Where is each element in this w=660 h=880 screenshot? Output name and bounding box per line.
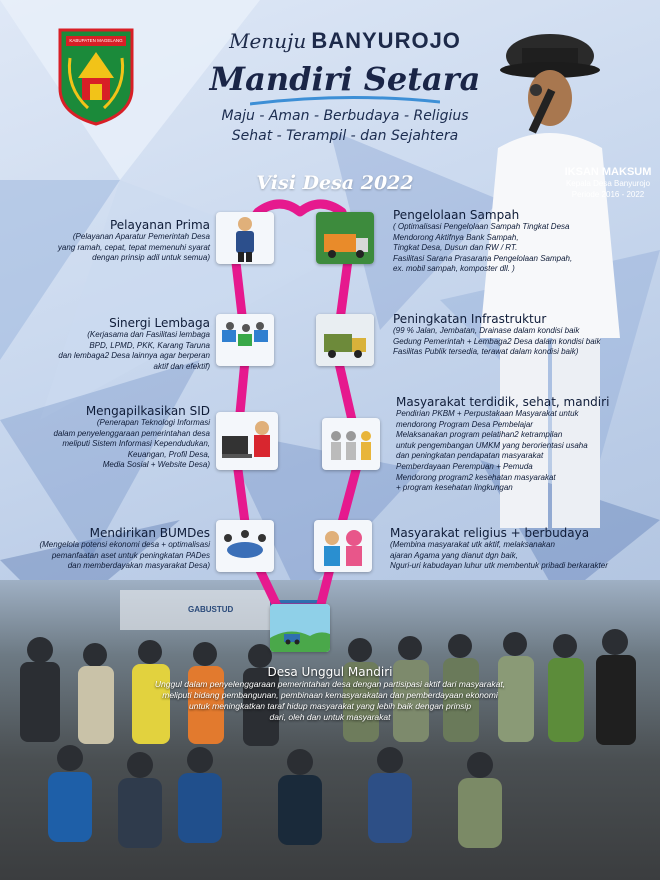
- item-pelayanan-line: yang ramah, cepat, tepat memenuhi syarat: [57, 242, 210, 252]
- item-religius-title: Masyarakat religius + berbudaya: [390, 526, 590, 540]
- item-sid: [20, 404, 210, 471]
- item-terdidik: [396, 395, 626, 494]
- item-bumdes-title: Mendirikan BUMDes: [89, 526, 210, 540]
- religious-children-icon: [314, 520, 372, 572]
- construction-truck-icon: [316, 314, 374, 366]
- tagline-1: Maju - Aman - Berbudaya - Religius: [221, 108, 469, 124]
- item-terdidik-title: Masyarakat terdidik, sehat, mandiri: [396, 395, 610, 409]
- item-sid-line: (Penerapan Teknologi Informasi: [96, 418, 210, 427]
- item-pelayanan-line: dengan prinsip adil untuk semua): [92, 253, 210, 263]
- puzzle-teamwork-icon: [216, 314, 274, 366]
- item-unggul-line: Unggul dalam penyelenggaraan pemerintahan desa dengan partisipasi aktif dari masyarakat,: [154, 679, 506, 689]
- item-religius-line: ajaran Agama yang dianut dgn baik,: [390, 550, 518, 560]
- item-terdidik-line: dan peningkatan pendapatan masyarakat: [396, 451, 544, 461]
- header-banyurojo: BANYUROJO: [311, 28, 461, 53]
- thumb-sid: [216, 412, 278, 470]
- item-sampah: [393, 208, 633, 275]
- village-head-period: Periode 2016 - 2022: [571, 190, 645, 199]
- village-head-role: Kepala Desa Banyurojo: [565, 179, 651, 188]
- service-officer-icon: [216, 212, 274, 264]
- item-sid-title: Mengapilkasikan SID: [85, 404, 210, 418]
- thumb-pelayanan: [216, 212, 274, 264]
- item-sid-line: Keuangan, Profil Desa,: [127, 449, 210, 459]
- item-sampah-line: Fasilitasi Sarana Prasarana Pengelolaan Sampah,: [393, 253, 573, 263]
- thumb-sinergi: [216, 314, 274, 366]
- item-sinergi-line: (Kerjasama dan Fasilitasi lembaga: [87, 330, 210, 339]
- thumb-infrastruktur: [316, 314, 374, 366]
- item-sid-line: meliputi Sistem Informasi Kependudukan,: [62, 439, 210, 449]
- item-unggul: [60, 665, 600, 723]
- regency-logo-label: KABUPATEN MAGELANG: [69, 38, 123, 43]
- item-sampah-title: Pengelolaan Sampah: [393, 208, 520, 222]
- computer-user-icon: [216, 412, 278, 470]
- graduates-icon: [322, 418, 380, 470]
- item-terdidik-line: + program kesehatan lingkungan: [396, 483, 513, 493]
- item-infrastruktur-line: Fasilitas Publik tersedia, terawat dalam kondisi baik): [393, 347, 579, 357]
- photo-sign: GABUSTUD: [188, 605, 234, 614]
- item-bumdes-line: dan memberdayakan masyarakat Desa): [67, 561, 210, 571]
- item-sinergi-title: Sinergi Lembaga: [109, 316, 210, 330]
- business-meeting-icon: [216, 520, 274, 572]
- header-menuju: Menuju: [229, 29, 307, 53]
- item-infrastruktur-line: (99 % Jalan, Jembatan, Drainase dalam kondisi baik: [393, 326, 580, 335]
- landscape-car-icon: [270, 604, 330, 652]
- item-sinergi-line: dan lembaga2 Desa lainnya agar berperan: [58, 351, 210, 361]
- item-religius-line: Nguri-uri kabudayan luhur utk membentuk pribadi berkarakter: [390, 561, 608, 571]
- tagline-2: Sehat - Terampil - dan Sejahtera: [231, 128, 459, 144]
- item-terdidik-line: untuk pengembangan UMKM yang berorientasi usaha: [396, 440, 588, 450]
- item-sampah-line: Mendorong Aktifnya Bank Sampah,: [393, 232, 519, 242]
- item-sampah-line: ex. mobil sampah, komposter dll. ): [393, 264, 515, 274]
- thumb-bumdes: [216, 520, 274, 572]
- item-infrastruktur-title: Peningkatan Infrastruktur: [393, 312, 547, 326]
- item-pelayanan: [20, 218, 210, 264]
- item-sinergi-line: BPD, LPMD, PKK, Karang Taruna: [89, 340, 210, 350]
- thumb-sampah: [316, 212, 374, 264]
- item-bumdes-line: (Mengelola potensi ekonomi desa + optimalisasi: [39, 540, 210, 549]
- item-infrastruktur: [393, 312, 638, 358]
- item-sampah-line: ( Optimalisasi Pengelolaan Sampah Tingkat Desa: [393, 222, 570, 231]
- thumb-religius: [314, 520, 372, 572]
- item-sinergi: [20, 316, 210, 372]
- item-terdidik-line: Pendirian PKBM + Perpustakaan Masyarakat untuk: [396, 409, 579, 418]
- item-unggul-line: untuk meningkatkan taraf hidup masyarakat yang lebih baik dengan prinsip: [188, 701, 472, 711]
- item-terdidik-line: Mendorong program2 kesehatan masyarakat: [396, 472, 556, 482]
- thumb-terdidik: [322, 418, 380, 470]
- item-terdidik-line: Melaksanakan program pelatihan2 ketrampilan: [396, 430, 563, 440]
- item-sid-line: Media Sosial + Website Desa): [102, 460, 210, 470]
- item-pelayanan-title: Pelayanan Prima: [109, 218, 210, 232]
- item-unggul-title: Desa Unggul Mandiri: [267, 665, 393, 679]
- item-pelayanan-line: (Pelayanan Aparatur Pemerintah Desa: [72, 232, 210, 241]
- item-infrastruktur-line: Gedung Pemerintah + Lembaga2 Desa dalam kondisi baik: [393, 336, 601, 346]
- item-terdidik-line: mendorong Program Desa Pembelajar: [396, 419, 533, 429]
- item-sampah-line: Tingkat Desa, Dusun dan RW / RT.: [393, 243, 518, 253]
- garbage-truck-icon: [316, 212, 374, 264]
- item-bumdes-line: pemanfaatan aset untuk peningkatan PADes: [51, 550, 210, 560]
- item-unggul-line: dari, oleh dan untuk masyarakat: [269, 712, 391, 722]
- item-terdidik-line: Pemberdayaan Perempuan + Pemuda: [396, 461, 533, 471]
- item-bumdes: [10, 526, 210, 572]
- page-title: Mandiri Setara: [209, 60, 481, 98]
- item-sinergi-line: aktif dan efektif): [153, 361, 210, 371]
- item-religius-line: (Membina masyarakat utk aktif, melaksanakan: [390, 540, 555, 549]
- item-unggul-line: meliputi bidang pembangunan, pembinaan kemasyarakatan dan pemberdayaan ekonomi: [162, 690, 498, 700]
- item-religius: [390, 526, 656, 572]
- village-head-name: IKSAN MAKSUM: [564, 166, 652, 178]
- item-sid-line: dalam penyelenggaraan pemerintahan desa: [53, 428, 210, 438]
- thumb-unggul: [270, 604, 330, 652]
- visi-title: Visi Desa 2022: [256, 172, 414, 194]
